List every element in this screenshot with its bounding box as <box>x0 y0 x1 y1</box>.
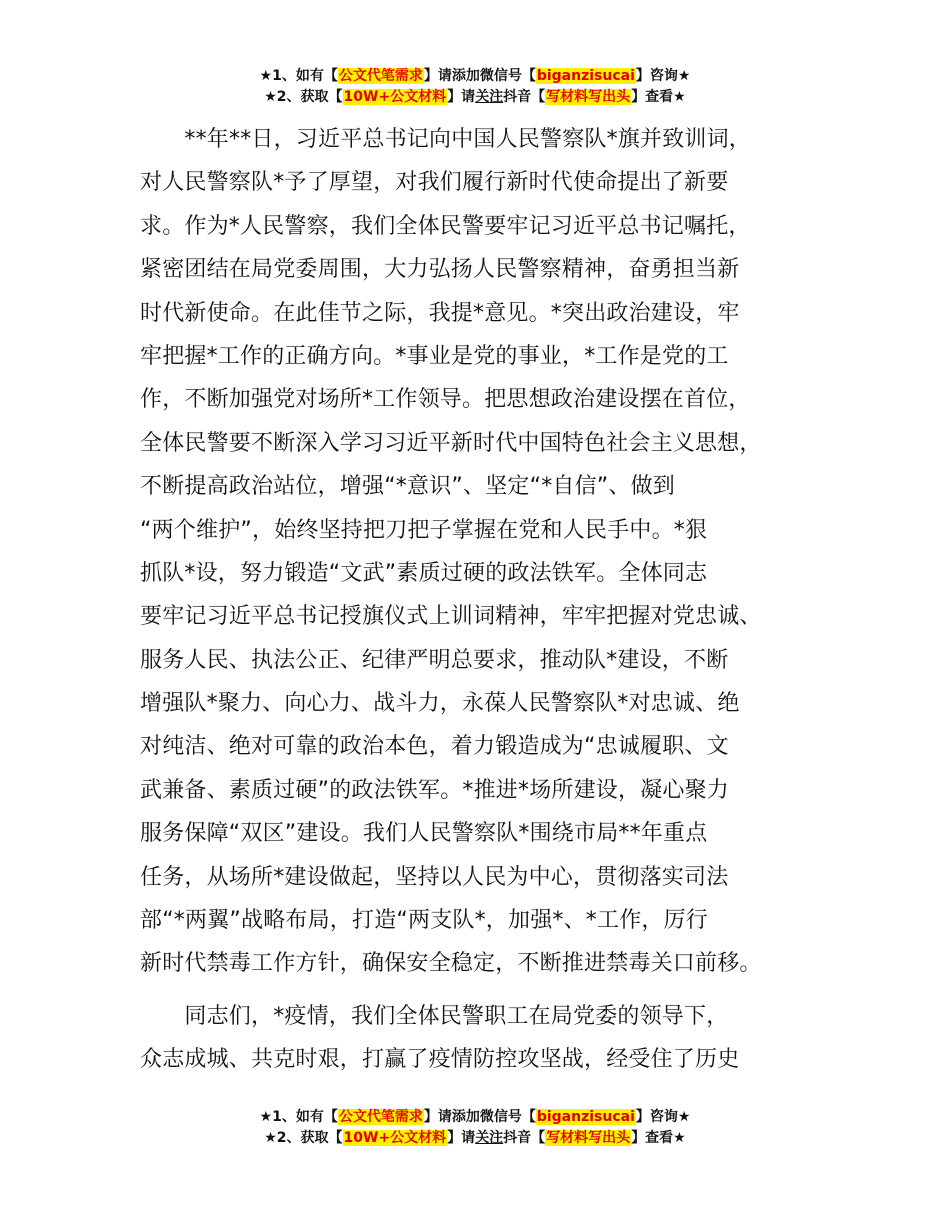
paragraph-2 <box>140 995 830 1082</box>
banner-line-1 <box>0 66 950 87</box>
banner-text: 】请添加微信号【 <box>423 1109 536 1125</box>
document-body <box>140 118 830 1082</box>
banner-text: 】咨询★ <box>635 68 691 84</box>
text-line: 牢把握*工作的正确方向。*事业是党的事业，*工作是党的工 <box>140 343 729 369</box>
text-line: 服务人民、执法公正、纪律严明总要求，推动队*建设，不断 <box>140 647 729 673</box>
text-line: 同志们，*疫情，我们全体民警职工在局党委的领导下， <box>140 1003 729 1029</box>
banner-text: 】请 <box>447 89 476 105</box>
text-line: 要牢记习近平总书记授旗仪式上训词精神，牢牢把握对党忠诚、 <box>140 604 762 630</box>
banner-text: ★1、如有【 <box>259 1109 338 1125</box>
banner-text: ★2、获取【 <box>264 89 343 105</box>
text-line: 作，不断加强党对场所*工作领导。把思想政治建设摆在首位， <box>140 387 751 413</box>
banner-line-2 <box>0 1128 950 1149</box>
text-line: 不断提高政治站位，增强“*意识”、坚定“*自信”、做到 <box>140 474 675 500</box>
text-line: 新时代禁毒工作方针，确保安全稳定，不断推进禁毒关口前移。 <box>140 951 762 977</box>
highlight-materials: 10W+公文材料 <box>343 1130 447 1146</box>
banner-text: 】请 <box>447 1130 476 1146</box>
text-line: 全体民警要不断深入学习习近平新时代中国特色社会主义思想， <box>140 430 762 456</box>
text-line: 抓队*设，努力锻造“文武”素质过硬的政法铁军。全体同志 <box>140 560 708 586</box>
text-line: 众志成城、共克时艰，打赢了疫情防控攻坚战，经受住了历史 <box>140 1047 740 1073</box>
text-line: 任务，从场所*建设做起，坚持以人民为中心，贯彻落实司法 <box>140 864 729 890</box>
header-banner <box>0 66 950 108</box>
highlight-douyin-account: 写材料写出头 <box>546 1130 631 1146</box>
highlight-wechat-id: biganzisucai <box>536 1109 635 1125</box>
text-line: **年**日，习近平总书记向中国人民警察队*旗并致训词， <box>140 127 752 152</box>
banner-text: ★1、如有【 <box>259 68 338 84</box>
text-line: 对人民警察队*予了厚望，对我们履行新时代使命提出了新要 <box>140 170 729 196</box>
text-line: 紧密团结在局党委周围，大力弘扬人民警察精神，奋勇担当新 <box>140 257 740 283</box>
banner-text: 】查看★ <box>631 1130 686 1146</box>
text-line: 求。作为*人民警察，我们全体民警要牢记习近平总书记嘱托， <box>140 213 751 239</box>
underlined-follow: 关注 <box>475 89 504 105</box>
banner-text: 】咨询★ <box>635 1109 691 1125</box>
paragraph-gap <box>140 986 830 995</box>
footer-banner <box>0 1107 950 1149</box>
paragraph-1 <box>140 118 830 986</box>
text-line: 服务保障“双区”建设。我们人民警察队*围绕市局**年重点 <box>140 821 708 847</box>
text-line: 对纯洁、绝对可靠的政治本色，着力锻造成为“忠诚履职、文 <box>140 734 729 760</box>
banner-text: 抖音【 <box>503 89 546 105</box>
highlight-wechat-id: biganzisucai <box>536 68 635 84</box>
highlight-ghostwriting: 公文代笔需求 <box>338 1109 423 1125</box>
underlined-follow: 关注 <box>475 1130 504 1146</box>
text-line: “两个维护”，始终坚持把刀把子掌握在党和人民手中。*狠 <box>140 517 708 543</box>
banner-text: ★2、获取【 <box>264 1130 343 1146</box>
banner-line-1 <box>0 1107 950 1128</box>
text-line: 时代新使命。在此佳节之际，我提*意见。*突出政治建设，牢 <box>140 300 740 326</box>
banner-text: 抖音【 <box>503 1130 546 1146</box>
highlight-douyin-account: 写材料写出头 <box>546 89 631 105</box>
text-line: 武兼备、素质过硬”的政法铁军。*推进*场所建设，凝心聚力 <box>140 777 729 803</box>
text-line: 增强队*聚力、向心力、战斗力，永葆人民警察队*对忠诚、绝 <box>140 691 740 717</box>
highlight-materials: 10W+公文材料 <box>343 89 447 105</box>
banner-text: 】请添加微信号【 <box>423 68 536 84</box>
text-line: 部“*两翼”战略布局，打造“两支队*，加强*、*工作，厉行 <box>140 908 708 934</box>
highlight-ghostwriting: 公文代笔需求 <box>338 68 423 84</box>
banner-line-2 <box>0 87 950 108</box>
banner-text: 】查看★ <box>631 89 686 105</box>
